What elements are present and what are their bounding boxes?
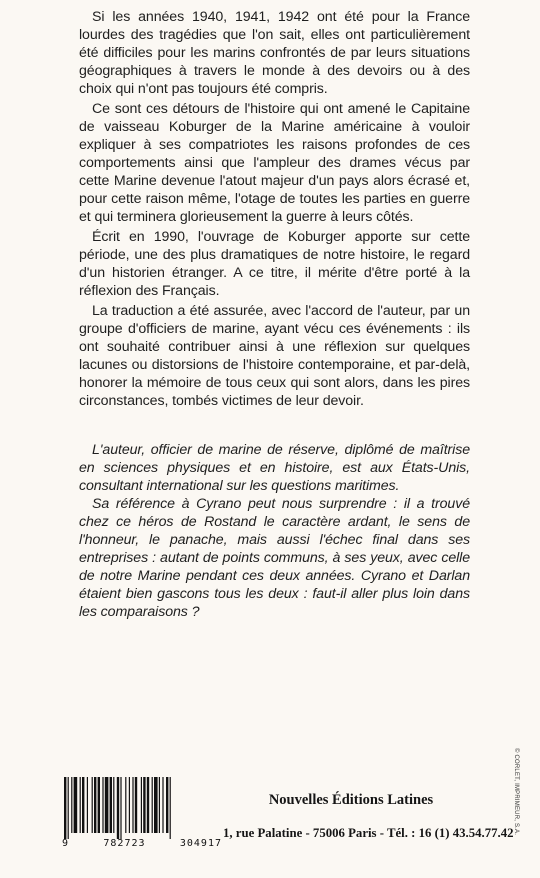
barcode-bar: [71, 777, 72, 833]
barcode-bar: [117, 777, 119, 839]
barcode-bar: [110, 777, 112, 833]
barcode-bar: [159, 777, 160, 833]
barcode-bar: [132, 777, 133, 833]
barcode-icon: [62, 777, 216, 839]
author-notes: [79, 441, 470, 621]
synopsis-text: [79, 8, 470, 412]
barcode-bar: [141, 777, 142, 833]
barcode-bar: [105, 777, 109, 833]
barcode-bar: [170, 777, 171, 839]
barcode-left-group: 782723: [103, 838, 146, 849]
barcode-bar: [94, 777, 96, 833]
barcode-digits: [62, 838, 222, 849]
barcode-bar: [135, 777, 137, 833]
author-bio: L'auteur, officier de marine de réserve, diplômé de maîtrise en sciences physiques et en histoire, est aux États-Unis, consultant international sur les questions maritimes.: [79, 442, 470, 494]
barcode-bar: [162, 777, 163, 833]
paragraph-4: La traduction a été assurée, avec l'accord de l'auteur, par un groupe d'officiers de marine, ayant vécu ces événements : ils ont souhaité contribuer ainsi à une réflexion sur quelques lacunes ou distorsions de l'histoire contemporaine, et par-delà, honorer la mémoire de tous ceux qui sont alors, dans les pires circonstances, tombés victimes de leur devoir.: [79, 303, 470, 409]
cyrano-reference: Sa référence à Cyrano peut nous surprendre : il a trouvé chez ce héros de Rostand le caractère ardant, le sens de l'honneur, le panache, mais aussi l'échec final dans ses entreprises : autant de points communs, à ses yeux, avec celle de notre Marine pendant ces deux années. Cyrano et Darlan étaient bien gascons tous les deux : faut-il aller plus loin dans les comparaisons ?: [79, 496, 470, 620]
barcode-bar: [102, 777, 103, 833]
publisher-block: [231, 792, 471, 809]
barcode-bar: [64, 777, 66, 839]
printer-credit: © CORLET, IMPRIMEUR, S.A.: [513, 748, 519, 836]
barcode-bar: [74, 777, 78, 833]
barcode-bar: [87, 777, 88, 833]
isbn-barcode: [62, 777, 222, 849]
barcode-bar: [82, 777, 84, 833]
barcode-bar: [166, 777, 168, 833]
barcode-bar: [120, 777, 121, 839]
barcode-bar: [113, 777, 114, 833]
paragraph-3: Écrit en 1990, l'ouvrage de Koburger apporte sur cette période, une des plus dramatiques de notre histoire, le regard d'un historien étranger. A ce titre, il mérite d'être porté à la réflexion des Français.: [79, 229, 470, 299]
publisher-name: Nouvelles Éditions Latines: [268, 792, 434, 808]
barcode-bar: [68, 777, 69, 839]
barcode-first-digit: 9: [62, 838, 70, 849]
barcode-bar: [152, 777, 153, 833]
barcode-bar: [125, 777, 126, 833]
barcode-bar: [154, 777, 158, 833]
barcode-bar: [147, 777, 149, 833]
barcode-bar: [129, 777, 130, 833]
paragraph-1: Si les années 1940, 1941, 1942 ont été pour la France lourdes des tragédies que l'on sait, elles ont particulièrement été difficiles pour les marins confrontés de par leurs situations géographiques à travers le monde à des devoirs ou à des choix qui n'ont pas toujours été compris.: [79, 9, 470, 97]
publisher-address: 1, rue Palatine - 75006 Paris - Tél. : 16 (1) 43.54.77.42: [223, 826, 514, 840]
barcode-bar: [92, 777, 93, 833]
paragraph-2: Ce sont ces détours de l'histoire qui ont amené le Capitaine de vaisseau Koburger de la Marine américaine à vouloir expliquer à ses compatriotes les raisons profondes de ces comportements ainsi que l'ampleur des drames vécus par cette Marine devenue l'atout majeur d'un pays alors écrasé et, pour cette raison même, l'otage de toutes les parties en guerre et qui terminera glorieusement la guerre à leurs côtés.: [79, 101, 470, 225]
barcode-bar: [143, 777, 145, 833]
barcode-bar: [98, 777, 100, 833]
barcode-right-group: 304917: [179, 838, 222, 849]
barcode-bar: [80, 777, 81, 833]
